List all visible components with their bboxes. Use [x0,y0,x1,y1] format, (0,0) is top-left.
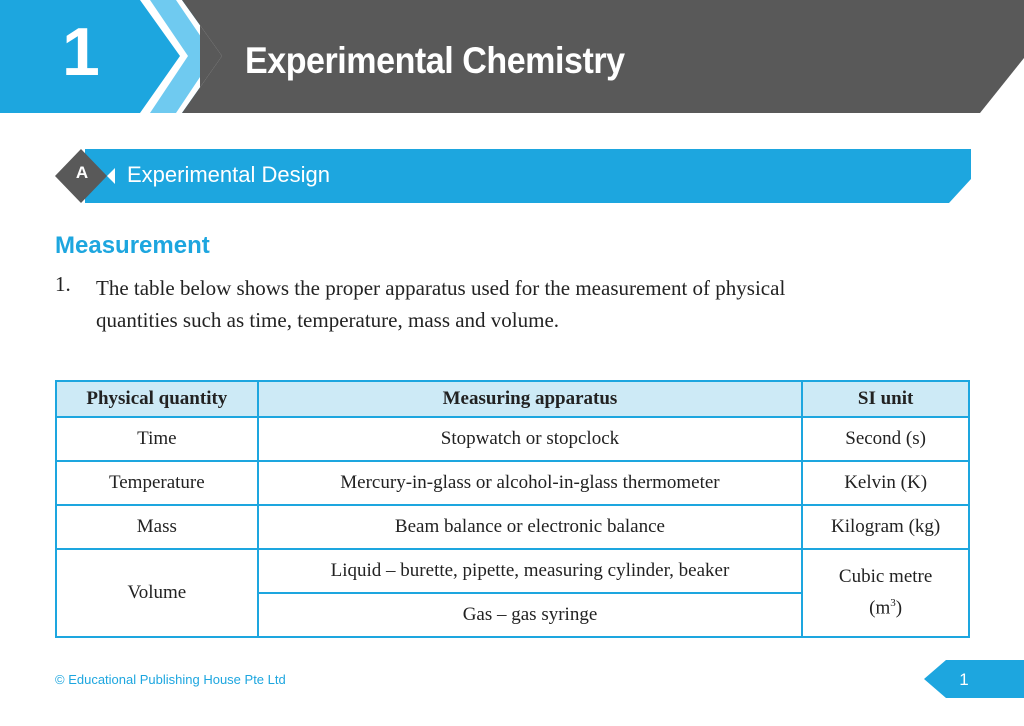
table-row [56,417,969,461]
unit-cell: Kilogram (kg) [802,505,969,549]
table-row [56,505,969,549]
apparatus-cell: Liquid – burette, pipette, measuring cylinder, beaker [258,549,803,593]
column-header: SI unit [802,381,969,417]
copyright-notice: © Educational Publishing House Pte Ltd [55,672,286,687]
quantity-cell: Volume [56,549,258,637]
section-title: Experimental Design [127,162,330,187]
apparatus-cell: Gas – gas syringe [258,593,803,637]
measurement-table [55,380,970,638]
unit-cell: Kelvin (K) [802,461,969,505]
quantity-cell: Time [56,417,258,461]
quantity-cell: Mass [56,505,258,549]
unit-close: ) [895,597,903,619]
paragraph-text: The table below shows the proper apparatus used for the measurement of physical quantities such as time, temperature, mass and volume. [96,276,786,332]
table-row [56,461,969,505]
unit-name: Cubic metre [838,566,933,588]
chapter-number: 1 [62,14,100,90]
column-header: Measuring apparatus [258,381,803,417]
table-header-row [56,381,969,417]
chevron-decoration [0,0,230,113]
apparatus-cell: Mercury-in-glass or alcohol-in-glass thermometer [258,461,803,505]
apparatus-cell: Stopwatch or stopclock [258,417,803,461]
unit-cell: Second (s) [802,417,969,461]
paragraph-number: 1. [55,272,71,296]
table-row [56,549,969,593]
chapter-title: Experimental Chemistry [245,40,625,81]
quantity-cell: Temperature [56,461,258,505]
apparatus-cell: Beam balance or electronic balance [258,505,803,549]
unit-symbol: (m [869,597,891,619]
subsection-heading: Measurement [55,232,210,259]
column-header: Physical quantity [56,381,258,417]
section-letter: A [75,163,89,182]
unit-cell [802,549,969,637]
page-number: 1 [959,670,969,689]
unit-exponent: 3 [890,597,896,610]
